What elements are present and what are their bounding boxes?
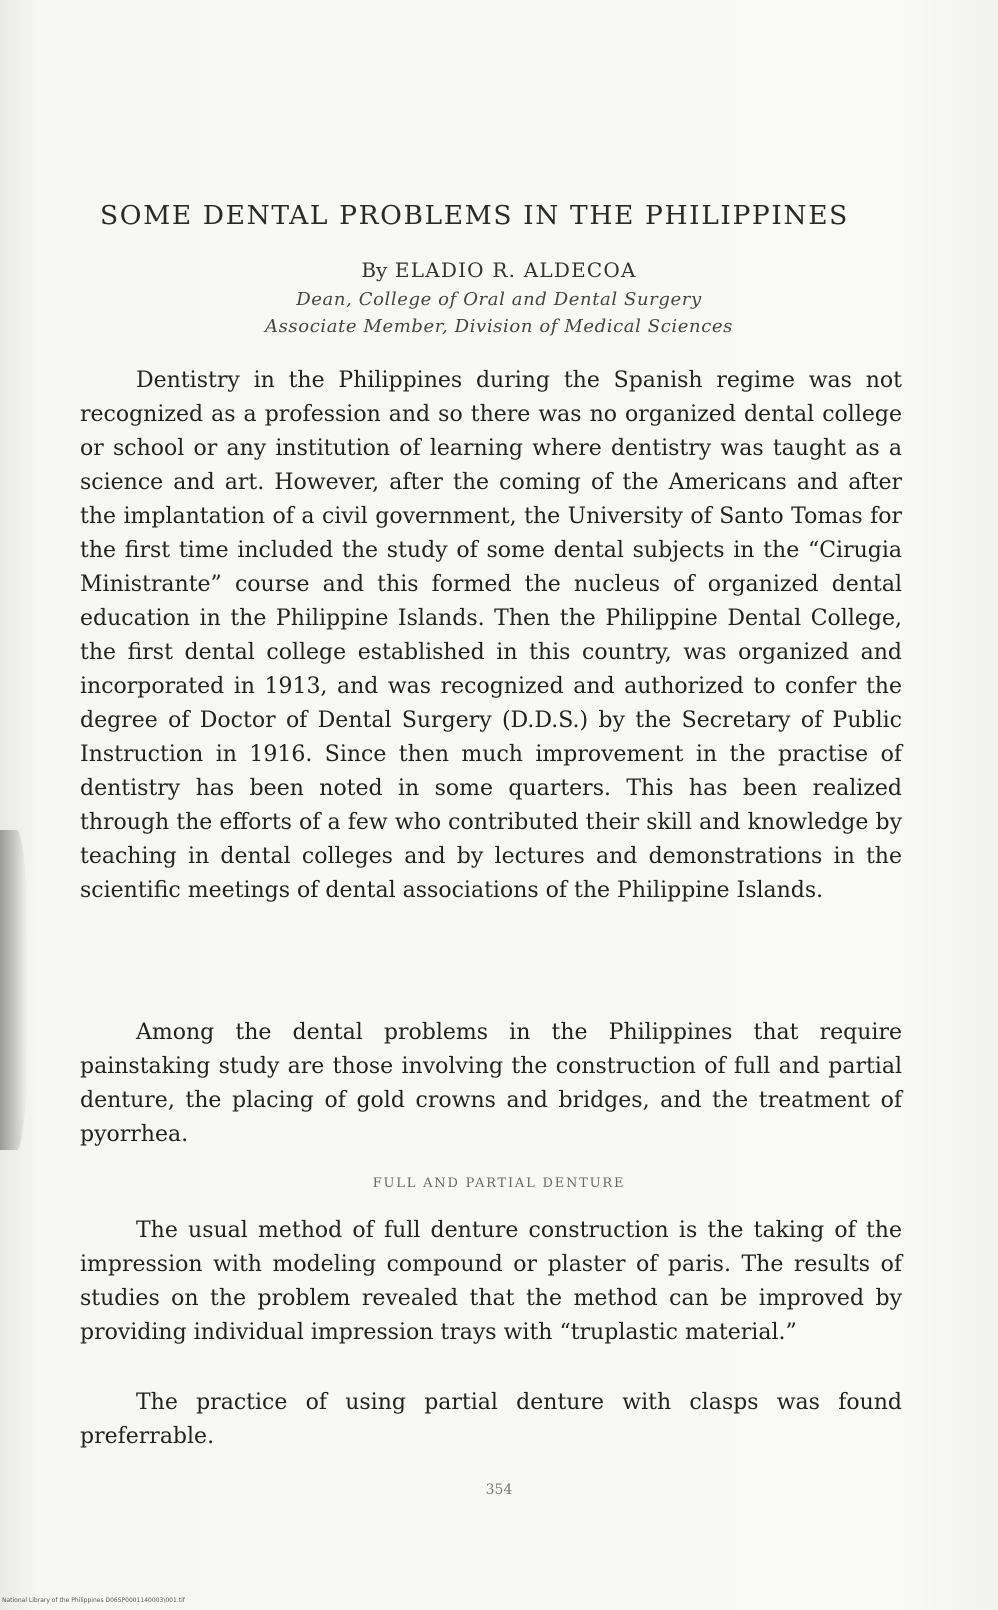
author-affiliation-dean: Dean, College of Oral and Dental Surgery: [296, 289, 702, 310]
section-heading: FULL AND PARTIAL DENTURE: [372, 1176, 626, 1191]
paragraph-text: The usual method of full denture construction is the taking of the impression with modeling compound or plaster of paris. The results of studies on the problem revealed that the method can be improved by providing individual impression trays with “truplastic material.”: [80, 1218, 902, 1345]
body-paragraph: [80, 1386, 902, 1454]
author-name: ELADIO R. ALDECOA: [394, 258, 637, 282]
body-paragraph: [80, 364, 902, 908]
byline: [0, 258, 998, 282]
scan-footer-note: National Library of the Philippines D06SP0001140003\001.tif: [2, 1597, 185, 1604]
article-title: SOME DENTAL PROBLEMS IN THE PHILIPPINES: [100, 200, 849, 231]
page-number: 354: [485, 1482, 513, 1498]
paragraph-text: The practice of using partial denture with clasps was found preferrable.: [80, 1390, 902, 1449]
binding-shadow: [0, 830, 28, 1150]
body-paragraph: [80, 1016, 902, 1152]
byline-prefix: By: [361, 258, 388, 282]
author-affiliation-member: Associate Member, Division of Medical Sciences: [264, 316, 733, 337]
body-paragraph: [80, 1214, 902, 1350]
paragraph-text: Dentistry in the Philippines during the Spanish regime was not recognized as a profession and so there was no organized dental college or school or any institution of learning where dentistry was taught as a science and art. However, after the coming of the Americans and after the implantation of a civil government, the University of Santo Tomas for the first time included the study of some dental subjects in the “Cirugia Ministrante” course and this formed the nucleus of organized dental education in the Philippine Islands. Then the Philippine Dental College, the first dental college established in this country, was organized and incorporated in 1913, and was recognized and authorized to confer the degree of Doctor of Dental Surgery (D.D.S.) by the Secretary of Public Instruction in 1916. Since then much improvement in the practise of dentistry has been noted in some quarters. This has been realized through the efforts of a few who contributed their skill and knowledge by teaching in dental colleges and by lectures and demonstrations in the scientific meetings of dental associations of the Philippine Islands.: [80, 368, 902, 903]
paragraph-text: Among the dental problems in the Philippines that require painstaking study are those involving the construction of full and partial denture, the placing of gold crowns and bridges, and the treatment of pyorrhea.: [80, 1020, 902, 1147]
